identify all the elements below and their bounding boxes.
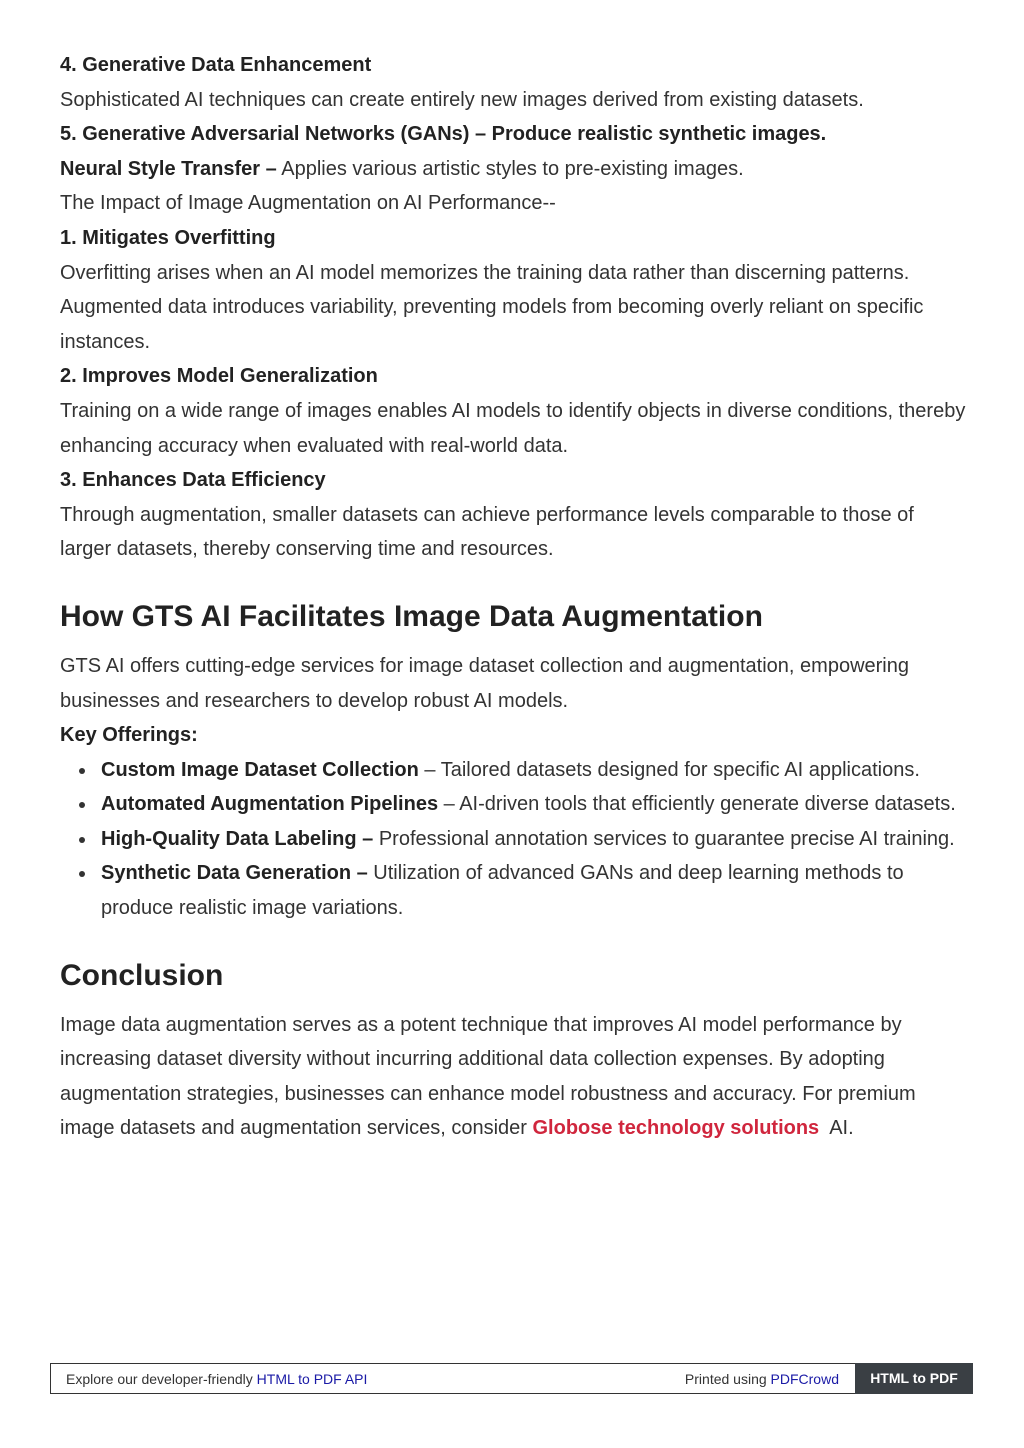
offering-text: Professional annotation services to guarantee precise AI training. — [373, 827, 955, 850]
neural-style-transfer-line — [60, 152, 970, 187]
html-to-pdf-button[interactable]: HTML to PDF — [855, 1363, 973, 1394]
neural-style-transfer-label: Neural Style Transfer – — [60, 157, 277, 180]
gts-intro: GTS AI offers cutting-edge services for image dataset collection and augmentation, empowering businesses and researchers to develop robust AI models. — [60, 654, 909, 712]
neural-style-transfer-text: Applies various artistic styles to pre-existing images. — [276, 157, 744, 180]
gts-section-heading: How GTS AI Facilitates Image Data Augmentation — [60, 599, 763, 633]
overfitting-heading: 1. Mitigates Overfitting — [60, 226, 276, 249]
conclusion-heading: Conclusion — [60, 958, 224, 992]
offering-title: High-Quality Data Labeling – — [101, 827, 374, 850]
pdf-footer-banner — [50, 1363, 973, 1394]
generalization-heading: 2. Improves Model Generalization — [60, 365, 378, 388]
conclusion-paragraph — [60, 1008, 970, 1146]
impact-line: The Impact of Image Augmentation on AI Performance-- — [60, 192, 556, 215]
globose-technology-link[interactable]: Globose technology solutions — [532, 1117, 820, 1140]
html-to-pdf-api-link[interactable]: HTML to PDF API — [256, 1371, 368, 1387]
generalization-text: Training on a wide range of images enables AI models to identify objects in diverse conditions, thereby enhancing accuracy when evaluated with real-world data. — [60, 399, 966, 457]
overfitting-text: Overfitting arises when an AI model memorizes the training data rather than discerning patterns. Augmented data introduces variability, preventing models from becoming overly reliant on specific instances. — [60, 261, 924, 353]
footer-promo-text: Explore our developer-friendly — [66, 1371, 257, 1387]
offerings-list — [60, 753, 970, 926]
offering-text: Utilization of advanced GANs and deep learning methods to produce realistic image variations. — [101, 862, 904, 920]
pdfcrowd-link[interactable]: PDFCrowd — [770, 1371, 839, 1387]
list-item — [101, 856, 970, 925]
generative-enhancement-heading: 4. Generative Data Enhancement — [60, 54, 372, 76]
conclusion-text: Image data augmentation serves as a potent technique that improves AI model performance by increasing dataset diversity without incurring additional data collection expenses. By adopting augmentation strategies, businesses can enhance model robustness and accuracy. For premium image datasets and augmentation services, consider — [60, 1013, 916, 1140]
offering-title: Custom Image Dataset Collection — [101, 758, 419, 781]
footer-promo — [66, 1371, 367, 1387]
conclusion-tail: AI. — [819, 1117, 854, 1140]
article-body — [60, 48, 970, 1146]
gans-heading: 5. Generative Adversarial Networks (GANs) – Produce realistic synthetic images. — [60, 123, 827, 146]
efficiency-heading: 3. Enhances Data Efficiency — [60, 469, 326, 492]
offering-title: Synthetic Data Generation – — [101, 862, 368, 885]
list-item — [101, 822, 970, 857]
offering-text: – Tailored datasets designed for specific AI applications. — [418, 758, 920, 781]
generative-enhancement-text: Sophisticated AI techniques can create entirely new images derived from existing datasets. — [60, 88, 864, 111]
efficiency-text: Through augmentation, smaller datasets can achieve performance levels comparable to those of larger datasets, thereby conserving time and resources. — [60, 503, 914, 561]
list-item — [101, 753, 970, 788]
list-item — [101, 787, 970, 822]
key-offerings-label: Key Offerings: — [60, 724, 198, 747]
offering-title: Automated Augmentation Pipelines — [101, 793, 439, 816]
footer-printed-text: Printed using — [684, 1371, 771, 1387]
footer-printed-using — [685, 1371, 839, 1387]
offering-text: – AI-driven tools that efficiently generate diverse datasets. — [438, 793, 956, 816]
